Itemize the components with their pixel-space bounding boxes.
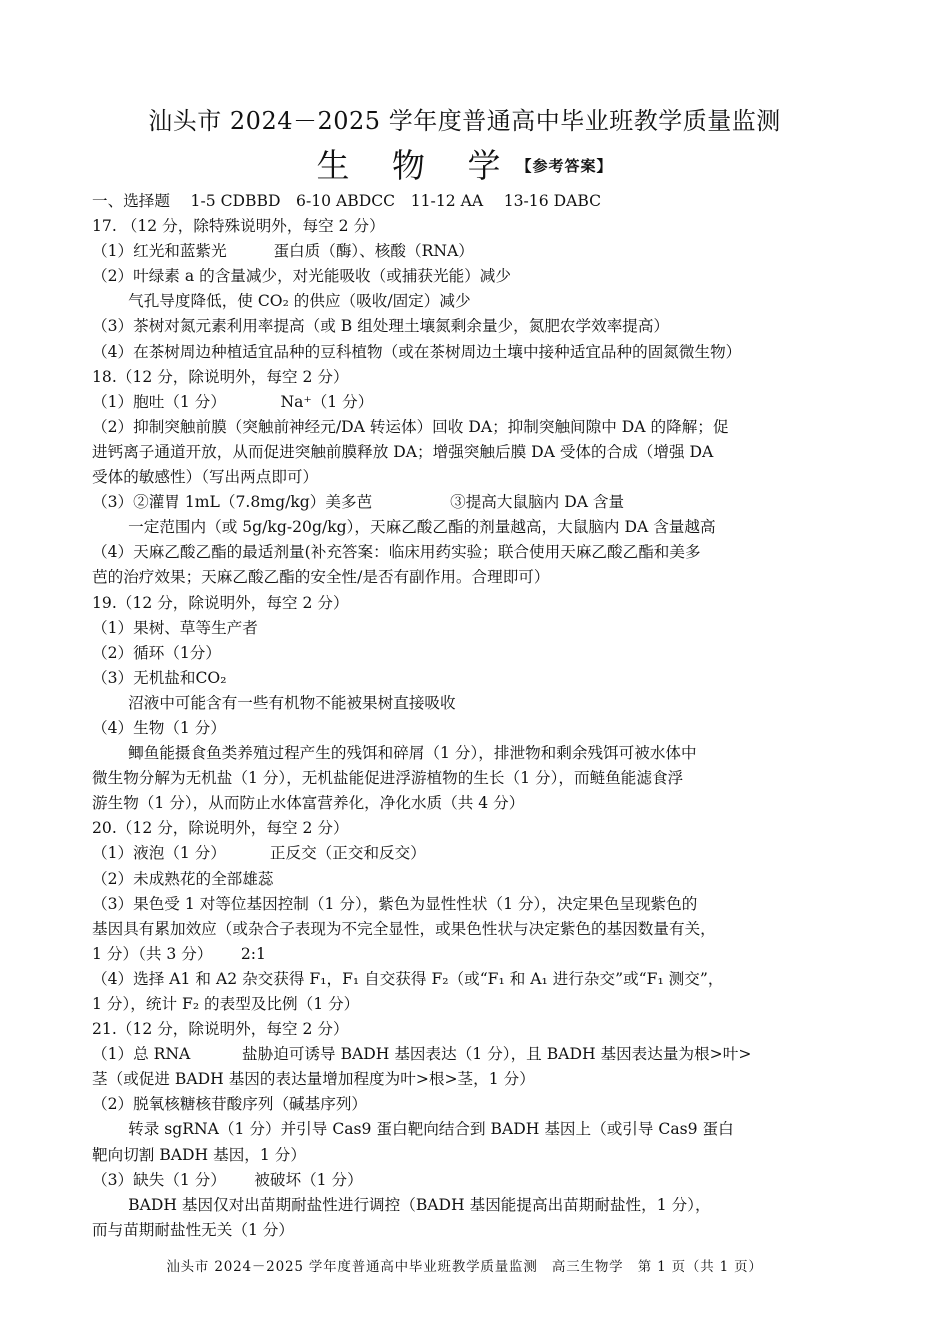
subject-name: 生 物 学: [316, 146, 517, 185]
answer-line: （1）红光和蓝紫光 蛋白质（酶）、核酸（RNA）: [92, 242, 474, 261]
answer-line: （3）果色受 1 对等位基因控制（1 分），紫色为显性性状（1 分），决定果色呈现紫色的: [92, 894, 698, 913]
answer-line: 19.（12 分，除说明外，每空 2 分）: [92, 593, 349, 612]
answer-line: （3）无机盐和CO₂: [92, 668, 227, 687]
answer-line: （2）叶绿素 a 的含量减少，对光能吸收（或捕获光能）减少: [92, 267, 511, 286]
answer-line: 靶向切割 BADH 基因，1 分）: [92, 1145, 306, 1164]
answer-line: （2）未成熟花的全部雄蕊: [92, 869, 274, 888]
answer-line: 而与苗期耐盐性无关（1 分）: [92, 1220, 295, 1239]
answer-line: 1 分）（共 3 分） 2:1: [92, 944, 266, 963]
answer-line: （3）缺失（1 分） 被破坏（1 分）: [92, 1170, 363, 1189]
answer-line: （4）天麻乙酸乙酯的最适剂量(补充答案：临床用药实验；联合使用天麻乙酸乙酯和美多: [92, 543, 701, 562]
answer-line: 18.（12 分，除说明外，每空 2 分）: [92, 367, 349, 386]
answer-line: 基因具有累加效应（或杂合子表现为不完全显性，或果色性状与决定紫色的基因数量有关，: [92, 919, 716, 938]
answer-line: 17. （12 分，除特殊说明外，每空 2 分）: [92, 217, 385, 236]
answer-line: 气孔导度降低，使 CO₂ 的供应（吸收/固定）减少: [92, 292, 471, 311]
answer-line: （1）液泡（1 分） 正反交（正交和反交）: [92, 844, 426, 863]
answer-line: 受体的敏感性）（写出两点即可）: [92, 468, 319, 487]
answer-line: （4）选择 A1 和 A2 杂交获得 F₁，F₁ 自交获得 F₂（或“F₁ 和 A₁ 进行杂交”或“F₁ 测交”，: [92, 969, 724, 988]
page-title: 汕头市 2024－2025 学年度普通高中毕业班教学质量监测: [148, 107, 781, 135]
answer-line: 游生物（1 分），从而防止水体富营养化，净化水质（共 4 分）: [92, 794, 525, 813]
answer-line: 进钙离子通道开放，从而促进突触前膜释放 DA；增强突触后膜 DA 受体的合成（增强 DA: [92, 442, 714, 461]
answer-line: （3）茶树对氮元素利用率提高（或 B 组处理土壤氮剩余量少，氮肥农学效率提高）: [92, 317, 670, 336]
answer-line: 微生物分解为无机盐（1 分），无机盐能促进浮游植物的生长（1 分），而鲢鱼能滤食浮: [92, 769, 684, 788]
answer-line: 芭的治疗效果；天麻乙酸乙酯的安全性/是否有副作用。合理即可）: [92, 568, 550, 587]
page-footer: 汕头市 2024－2025 学年度普通高中毕业班教学质量监测 高三生物学 第 1 页（共 1 页）: [166, 1259, 763, 1275]
answer-line: 21.（12 分，除说明外，每空 2 分）: [92, 1020, 349, 1039]
answer-line: 转录 sgRNA（1 分）并引导 Cas9 蛋白靶向结合到 BADH 基因上（或引导 Cas9 蛋白: [92, 1120, 734, 1139]
answer-line: 沼液中可能含有一些有机物不能被果树直接吸收: [92, 693, 456, 712]
answer-line: 茎（或促进 BADH 基因的表达量增加程度为叶>根>茎，1 分）: [92, 1070, 535, 1089]
answer-line: （2）抑制突触前膜（突触前神经元/DA 转运体）回收 DA；抑制突触间隙中 DA 的降解；促: [92, 417, 729, 436]
answer-line: （1）胞吐（1 分） Na⁺（1 分）: [92, 392, 374, 411]
answer-key-tag: 【参考答案】: [516, 157, 613, 175]
subject-heading: [0, 140, 929, 187]
answer-line: （3）②灌胃 1mL（7.8mg/kg）美多芭 ③提高大鼠脑内 DA 含量: [92, 493, 625, 512]
answer-body: [92, 189, 862, 1243]
answer-line: （2）循环（1分）: [92, 643, 221, 662]
answer-line: 一、选择题 1-5 CDBBD 6-10 ABDCC 11-12 AA 13-16 DABC: [92, 192, 602, 210]
answer-line: 1 分），统计 F₂ 的表型及比例（1 分）: [92, 995, 360, 1013]
answer-line: BADH 基因仅对出苗期耐盐性进行调控（BADH 基因能提高出苗期耐盐性，1 分），: [92, 1195, 711, 1214]
answer-line: 鲫鱼能摄食鱼类养殖过程产生的残饵和碎屑（1 分），排泄物和剩余残饵可被水体中: [92, 744, 697, 763]
answer-line: （1）果树、草等生产者: [92, 618, 258, 637]
answer-line: 20.（12 分，除说明外，每空 2 分）: [92, 819, 349, 838]
answer-line: （4）生物（1 分）: [92, 718, 226, 737]
answer-line: （1）总 RNA 盐胁迫可诱导 BADH 基因表达（1 分），且 BADH 基因表达量为根>叶>: [92, 1045, 752, 1064]
answer-line: （4）在茶树周边种植适宜品种的豆科植物（或在茶树周边土壤中接种适宜品种的固氮微生物）: [92, 342, 742, 361]
answer-line: 一定范围内（或 5g/kg-20g/kg），天麻乙酸乙酯的剂量越高，大鼠脑内 DA 含量越高: [92, 518, 716, 537]
answer-line: （2）脱氧核糖核苷酸序列（碱基序列）: [92, 1095, 368, 1114]
